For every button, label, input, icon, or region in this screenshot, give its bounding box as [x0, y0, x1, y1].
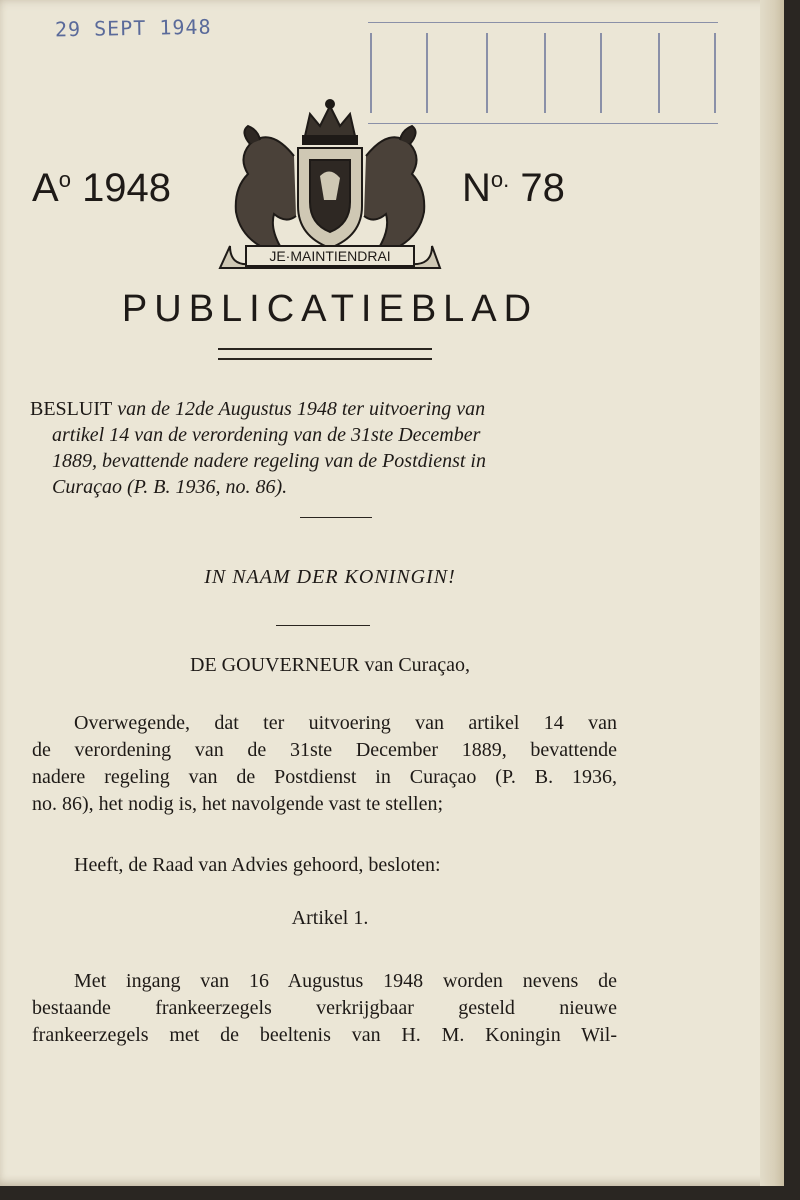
title-double-rule	[218, 348, 432, 360]
page-edge	[760, 0, 784, 1186]
decree-heading: BESLUIT van de 12de Augustus 1948 ter uitvoering van artikel 14 van de verordening van de 31ste December 1889, bevattende nadere regeling van de Postdienst in Curaçao (P. B. 1936, no. 86).	[30, 398, 486, 498]
royal-formula: IN NAAM DER KONINGIN!	[204, 566, 456, 588]
divider	[276, 625, 370, 626]
governor-line: DE GOUVERNEUR van Curaçao,	[190, 654, 470, 676]
considering-paragraph: Overwegende, dat ter uitvoering van artikel 14 van de verordening van de 31ste December 1889, bevattende nadere regeling van de Postdienst in Curaçao (P. B. 1936, no. 86), het nodig is, het navolgende vast te stellen;	[32, 712, 617, 815]
article-1-paragraph: Met ingang van 16 Augustus 1948 worden nevens de bestaande frankeerzegels verkrijgbaar gesteld nieuwe frankeerzegels met de beeltenis van H. M. Koningin Wil-	[32, 970, 617, 1046]
divider	[300, 517, 372, 518]
date-stamp: 29 SEPT 1948	[54, 14, 212, 42]
crest-motto: JE·MAINTIENDRAI	[269, 248, 391, 264]
publication-title: PUBLICATIEBLAD	[121, 288, 539, 330]
advice-paragraph: Heeft, de Raad van Advies gehoord, besloten:	[74, 854, 441, 876]
issue-number: $N^{o.}$ 78	[462, 166, 565, 210]
year-label: $A^o$ 1948	[32, 166, 172, 210]
coat-of-arms-icon	[210, 96, 450, 272]
article-heading: Artikel 1.	[291, 907, 369, 929]
